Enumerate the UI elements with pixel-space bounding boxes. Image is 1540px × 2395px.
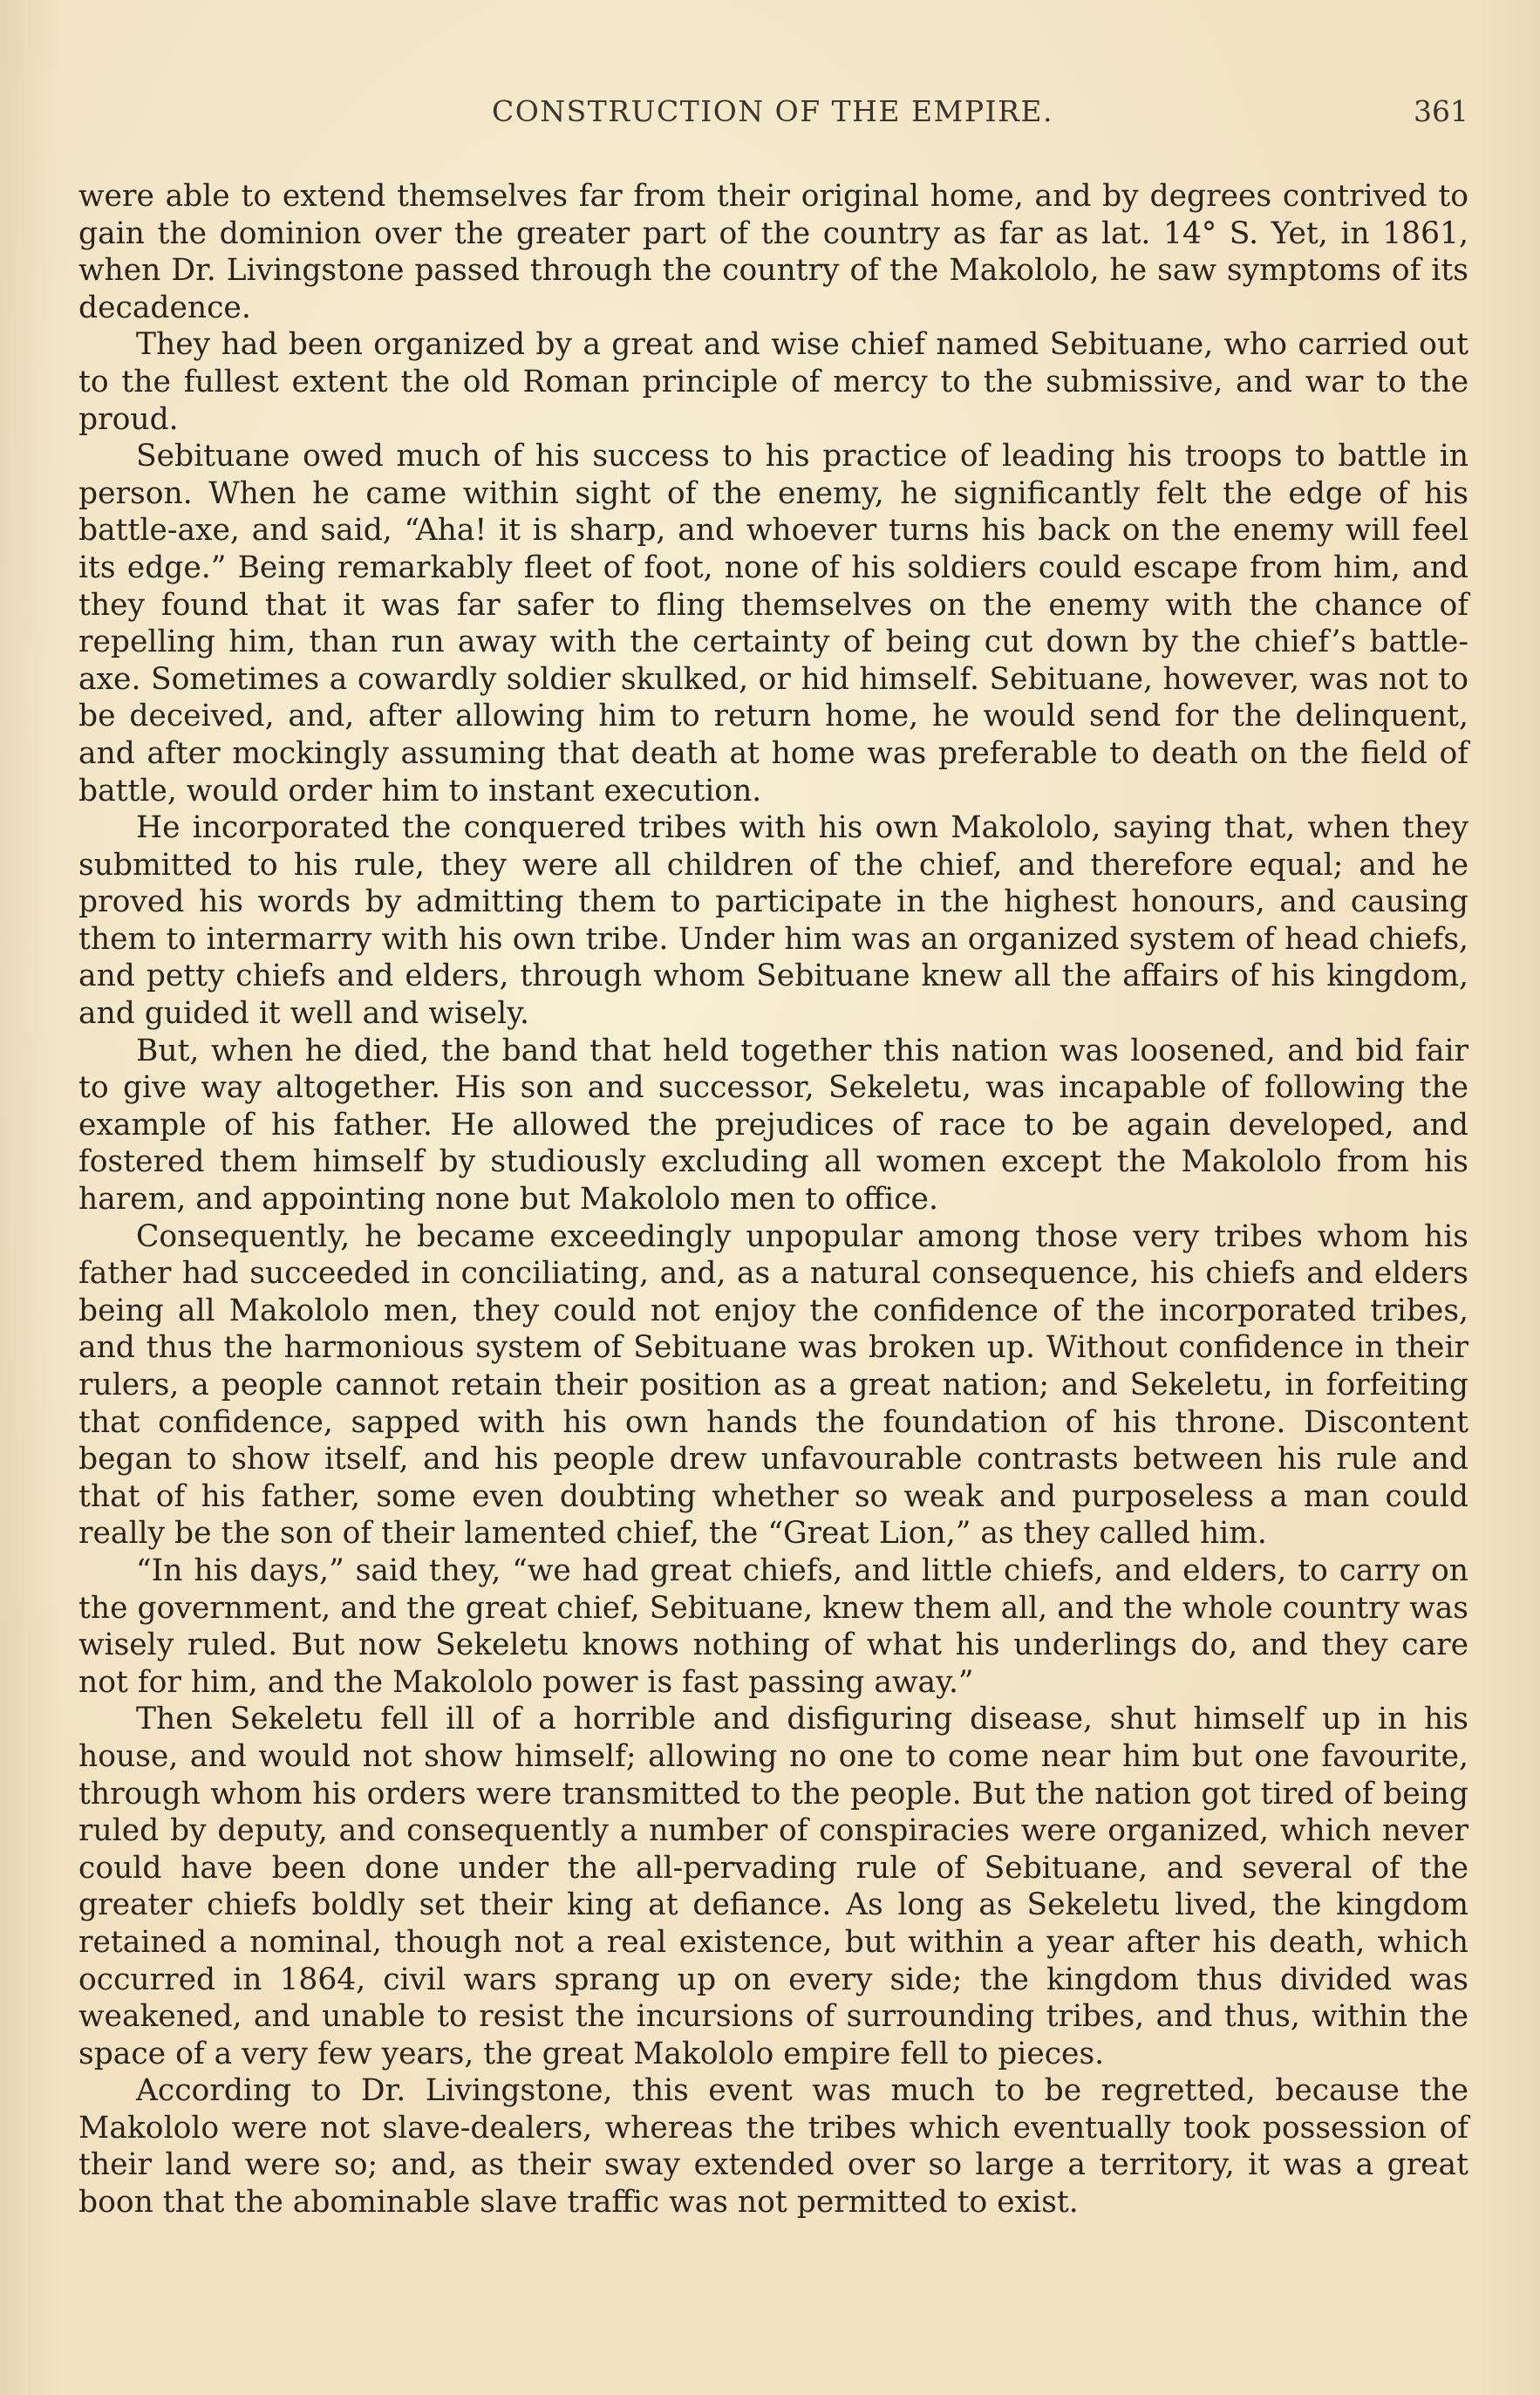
paragraph: According to Dr. Livingstone, this event was much to be regretted, because the Makololo were not slave-dealers, whereas the tribes which eventually took possession of their land were so; and, as their sway extended over so large a territory, it was a great boon that the abominable slave traffic was not permitted to exist. (78, 2073, 1468, 2221)
body-text (78, 178, 1468, 2221)
running-title: CONSTRUCTION OF THE EMPIRE. (491, 94, 1054, 128)
paragraph: Consequently, he became exceedingly unpopular among those very tribes whom his father had succeeded in conciliating, and, as a natural consequence, his chiefs and elders being all Makololo men, they could not enjoy the confidence of the incorporated tribes, and thus the harmonious system of Sebituane was broken up. Without confidence in their rulers, a people cannot retain their position as a great nation; and Sekeletu, in forfeiting that confidence, sapped with his own hands the foundation of his throne. Discontent began to show itself, and his people drew unfavourable contrasts between his rule and that of his father, some even doubting whether so weak and purposeless a man could really be the son of their lamented chief, the “Great Lion,” as they called him. (78, 1218, 1468, 1552)
page-header (77, 94, 1468, 133)
paragraph: He incorporated the conquered tribes with his own Makololo, saying that, when they submitted to his rule, they were all children of the chief, and therefore equal; and he proved his words by admitting them to participate in the highest honours, and causing them to intermarry with his own tribe. Under him was an organized system of head chiefs, and petty chiefs and elders, through whom Sebituane knew all the affairs of his kingdom, and guided it well and wisely. (78, 810, 1468, 1032)
page-number: 361 (1414, 94, 1468, 128)
paragraph: “In his days,” said they, “we had great chiefs, and little chiefs, and elders, to carry on the government, and the great chief, Sebituane, knew them all, and the whole country was wisely ruled. But now Sekeletu knows nothing of what his underlings do, and they care not for him, and the Makololo power is fast passing away.” (78, 1552, 1468, 1700)
paragraph: They had been organized by a great and wise chief named Sebituane, who carried out to the fullest extent the old Roman principle of mercy to the submissive, and war to the proud. (78, 327, 1468, 437)
paragraph: But, when he died, the band that held together this nation was loosened, and bid fair to give way altogether. His son and successor, Sekeletu, was incapable of following the example of his father. He allowed the prejudices of race to be again developed, and fostered them himself by studiously excluding all women except the Makololo from his harem, and appointing none but Makololo men to office. (78, 1033, 1468, 1218)
paragraph: were able to extend themselves far from their original home, and by degrees contrived to gain the dominion over the greater part of the country as far as lat. 14° S. Yet, in 1861, when Dr. Livingstone passed through the country of the Makololo, he saw symptoms of its decadence. (78, 179, 1468, 325)
paragraph: Then Sekeletu fell ill of a horrible and disfiguring disease, shut himself up in his house, and would not show himself; allowing no one to come near him but one favourite, through whom his orders were transmitted to the people. But the nation got tired of being ruled by deputy, and consequently a number of conspiracies were organized, which never could have been done under the all-pervading rule of Sebituane, and several of the greater chiefs boldly set their king at defiance. As long as Sekeletu lived, the kingdom retained a nominal, though not a real existence, but within a year after his death, which occurred in 1864, civil wars sprang up on every side; the kingdom thus divided was weakened, and unable to resist the incursions of surrounding tribes, and thus, within the space of a very few years, the great Makololo empire fell to pieces. (78, 1702, 1468, 2071)
paragraph: Sebituane owed much of his success to his practice of leading his troops to battle in person. When he came within sight of the enemy, he significantly felt the edge of his battle-axe, and said, “Aha! it is sharp, and whoever turns his back on the enemy will feel its edge.” Being remarkably fleet of foot, none of his soldiers could escape from him, and they found that it was far safer to fling themselves on the enemy with the chance of repelling him, than run away with the certainty of being cut down by the chief’s battle-axe. Sometimes a cowardly soldier skulked, or hid himself. Sebituane, however, was not to be deceived, and, after allowing him to return home, he would send for the delinquent, and after mockingly assuming that death at home was preferable to death on the field of battle, would order him to instant execution. (78, 439, 1468, 809)
